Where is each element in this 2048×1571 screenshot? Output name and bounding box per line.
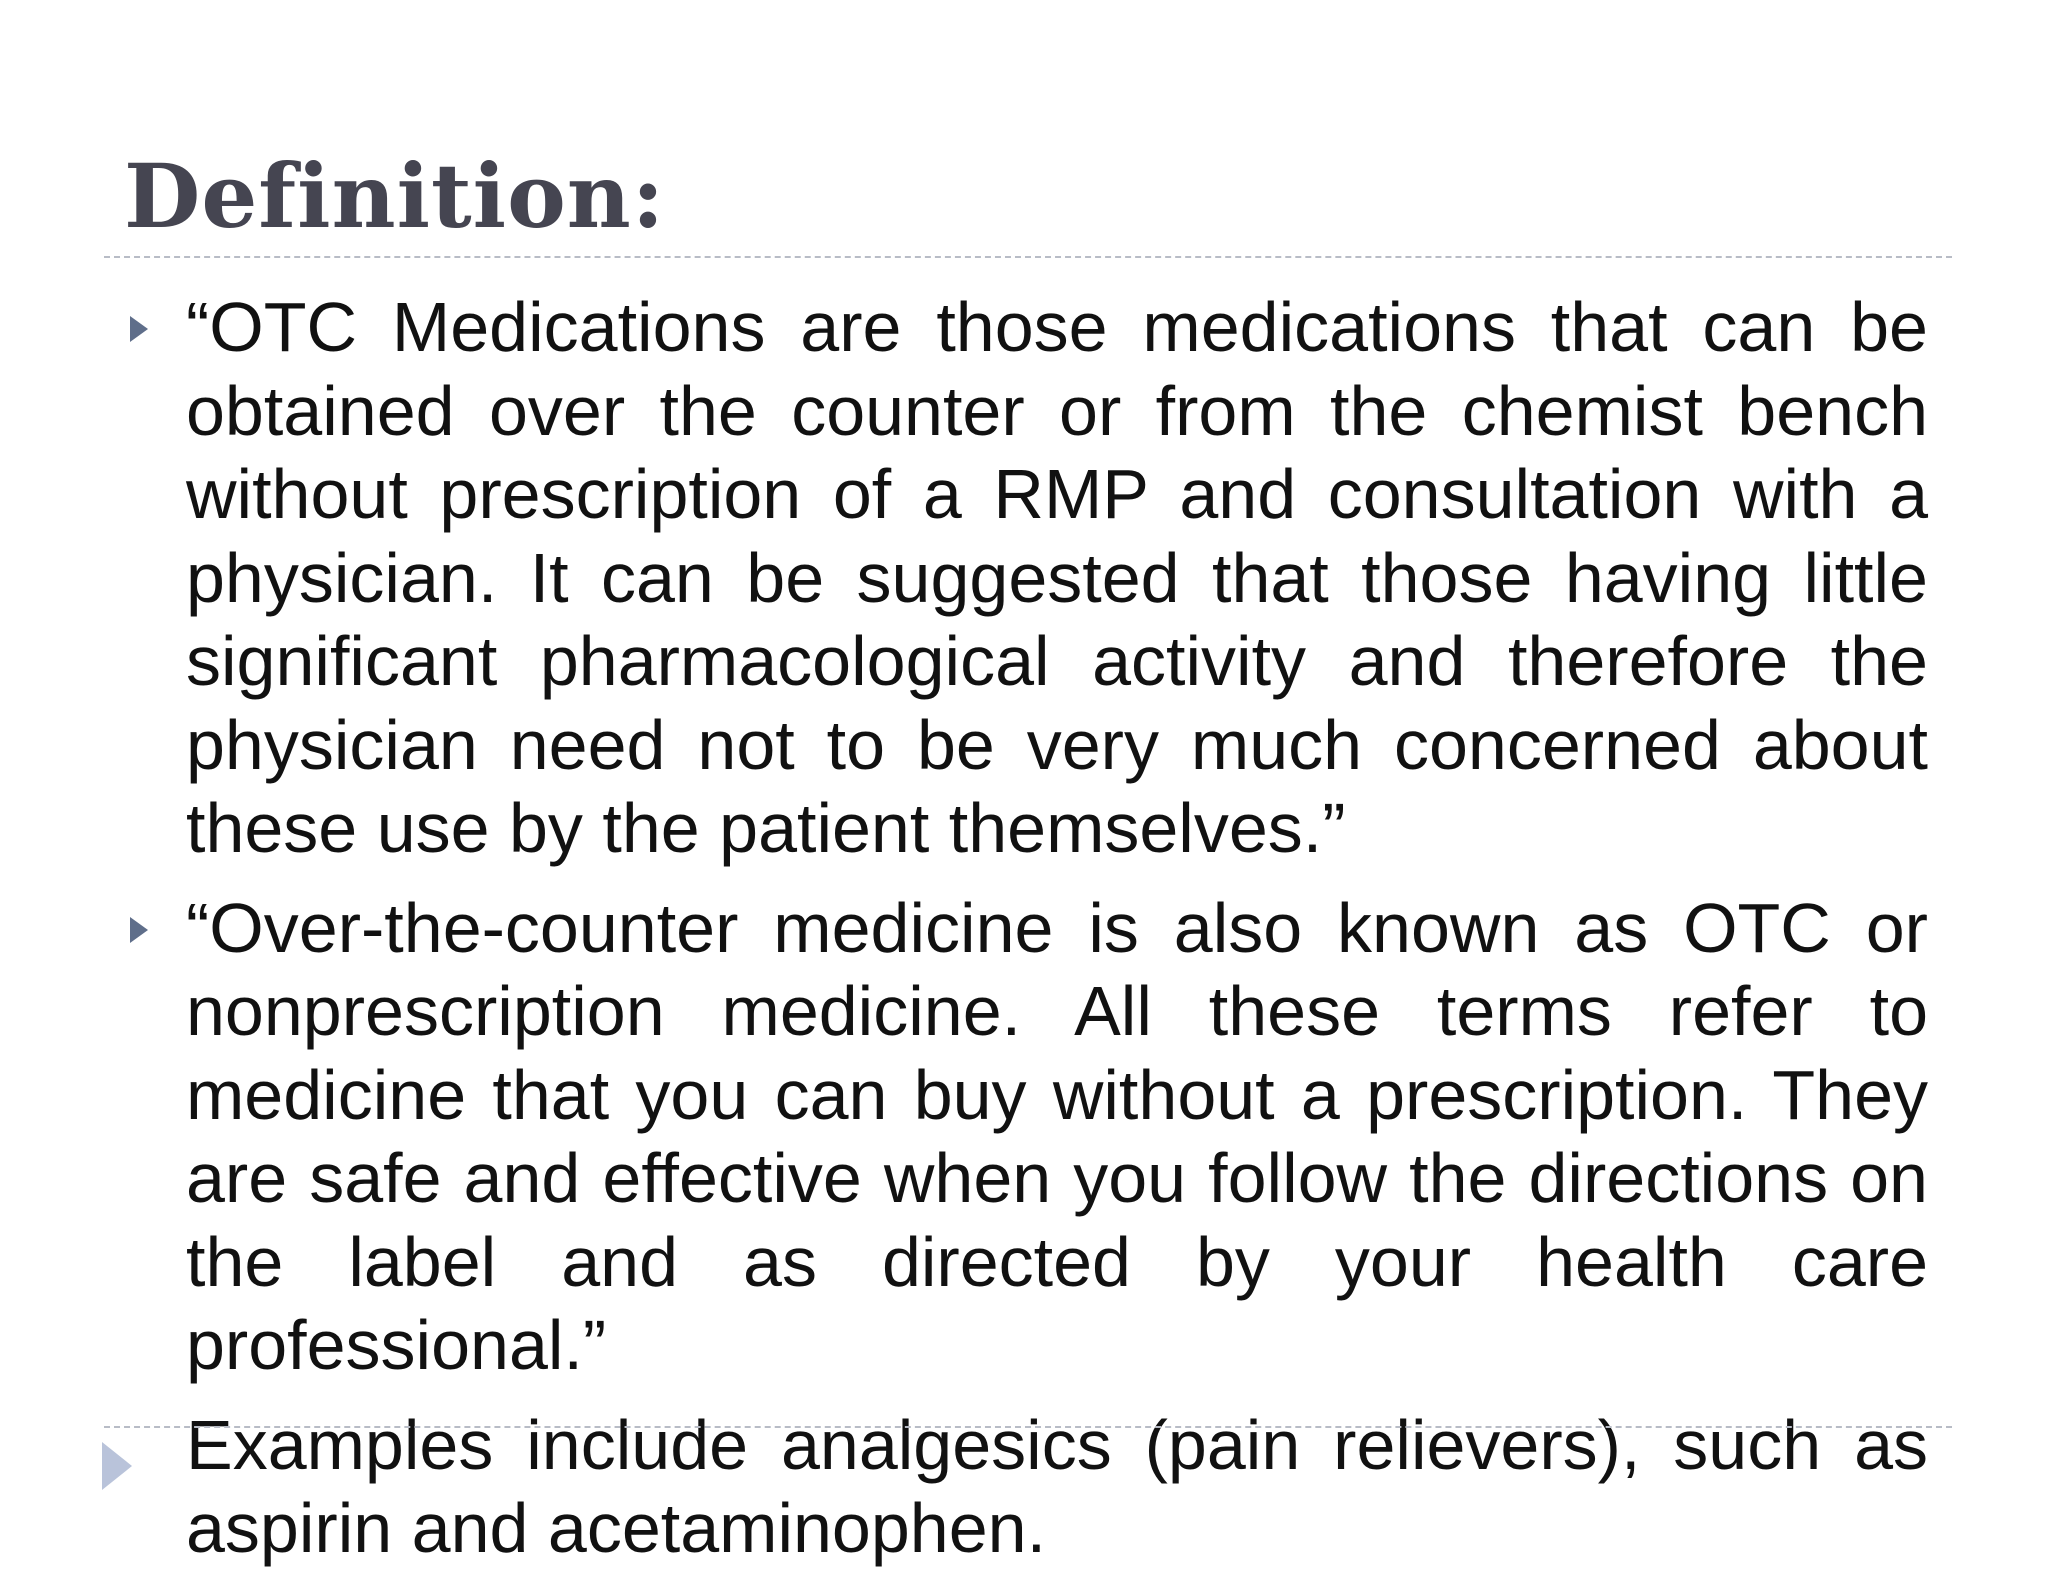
list-item [186, 286, 1928, 871]
footer-divider [104, 1426, 1952, 1428]
bullet-list [186, 286, 1928, 1571]
list-item [186, 887, 1928, 1388]
corner-arrow-icon [102, 1442, 132, 1490]
triangle-bullet-icon [130, 316, 148, 342]
triangle-bullet-icon [130, 917, 148, 943]
title-divider [104, 256, 1952, 258]
examples-paragraph [186, 1404, 1928, 1571]
slide-title: Definition: [124, 144, 666, 248]
bullet-text: “OTC Medications are those medications that can be obtained over the counter or from the chemist bench without prescription of a RMP and consultation with a physician. It can be suggested that those having little significant pharmacological activity and therefore the physician need not to be very much concerned about these use by the patient themselves.” [186, 288, 1928, 867]
examples-text: Examples include analgesics (pain relievers), such as aspirin and acetaminophen. [186, 1405, 1928, 1567]
bullet-text: “Over-the-counter medicine is also known as OTC or nonprescription medicine. All these terms refer to medicine that you can buy without a prescription. They are safe and effective when you follow the directions on the label and as directed by your health care professional.” [186, 888, 1928, 1384]
